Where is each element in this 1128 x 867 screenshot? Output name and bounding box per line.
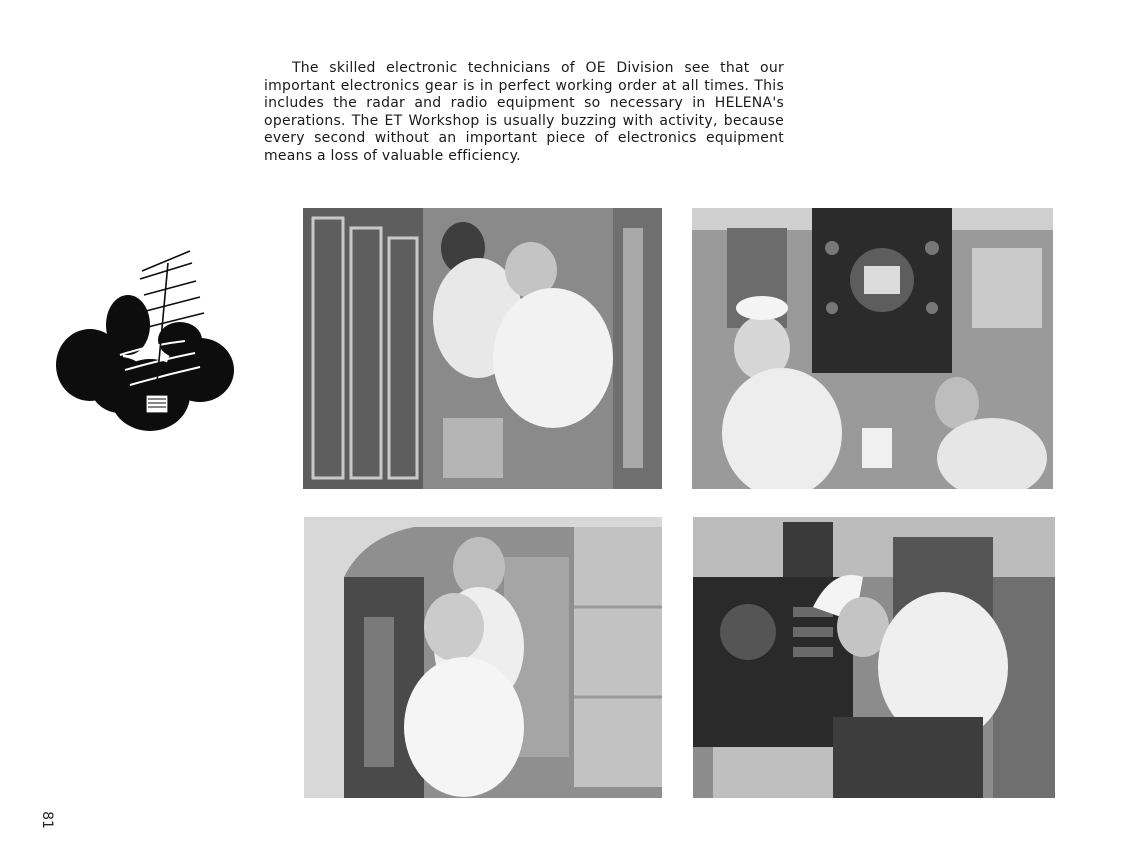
photo-sailor-at-control-panel	[692, 208, 1053, 489]
photo-technicians-at-racks	[303, 208, 662, 489]
intro-paragraph: The skilled electronic technicians of OE Division see that our important electronics gear is in perfect working order at all times. This includes the radar and radio equipment so necessary in HELENA's operations. The ET Workshop is usually buzzing with activity, because every second without an important piece of electronics equipment means a loss of valuable efficiency.	[264, 60, 784, 164]
page-number: 81	[38, 811, 55, 829]
photo-sailor-at-console	[693, 517, 1055, 798]
antenna-emblem-icon	[50, 245, 240, 440]
photo-sailors-in-cabinet	[304, 517, 662, 798]
